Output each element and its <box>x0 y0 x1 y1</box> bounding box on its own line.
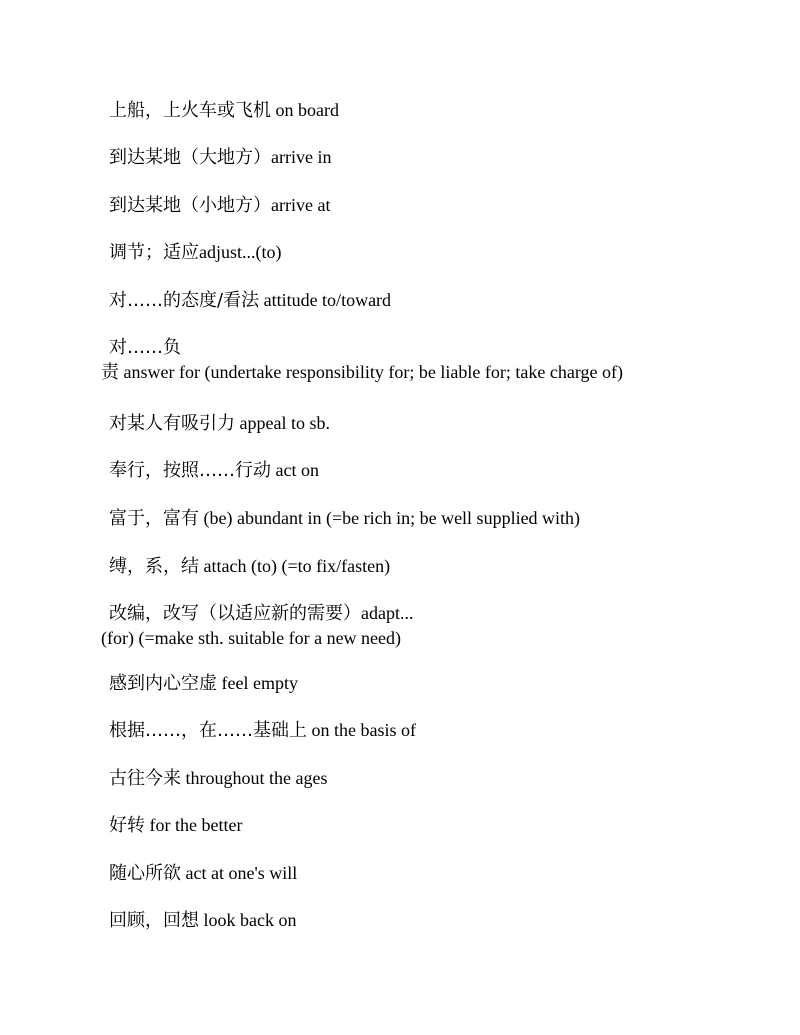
vocab-entry-act-on <box>101 458 761 483</box>
vocab-entry-look-back-on <box>101 908 761 933</box>
vocab-entry-on-the-basis-of <box>101 718 761 743</box>
chinese-term: 到达某地（大地方） <box>109 147 271 168</box>
vocab-entry-feel-empty <box>101 671 761 696</box>
english-phrase: adjust...(to) <box>199 242 282 262</box>
english-phrase: for the better <box>145 815 243 835</box>
chinese-term: 好转 <box>109 815 145 836</box>
english-phrase: answer for (undertake responsibility for; be liable for; take charge of) <box>119 362 623 382</box>
vocab-entry-appeal-to <box>101 411 761 436</box>
vocab-entry-for-the-better <box>101 813 761 838</box>
vocab-entry-attitude <box>101 288 761 313</box>
vocab-entry-abundant-in <box>101 506 761 531</box>
vocab-entry-answer-for <box>101 335 761 385</box>
chinese-term: 古往今来 <box>109 768 181 789</box>
english-phrase: attitude to/toward <box>259 290 392 310</box>
chinese-term: 到达某地（小地方） <box>109 195 271 216</box>
english-phrase: act on <box>271 460 319 480</box>
chinese-term-continued: 责 <box>101 362 119 383</box>
english-phrase: throughout the ages <box>181 768 328 788</box>
vocab-entry-adapt <box>101 601 761 650</box>
english-phrase: (be) abundant in (=be rich in; be well supplied with) <box>199 508 581 528</box>
english-phrase: feel empty <box>217 673 298 693</box>
english-phrase: on board <box>271 100 339 120</box>
vocab-entry-attach <box>101 554 761 579</box>
vocab-entry-act-at-will <box>101 861 761 886</box>
english-phrase: look back on <box>199 910 297 930</box>
chinese-term: 缚，系，结 <box>109 556 199 577</box>
vocab-entry-on-board <box>101 98 761 123</box>
vocab-entry-throughout-the-ages <box>101 766 761 791</box>
vocab-entry-arrive-at <box>101 193 761 218</box>
english-phrase: arrive in <box>271 147 332 167</box>
vocab-entry-adjust <box>101 240 761 265</box>
english-phrase-continued: (for) (=make sth. suitable for a new need) <box>101 628 402 648</box>
chinese-term: 富于，富有 <box>109 508 199 529</box>
chinese-term: 上船，上火车或飞机 <box>109 100 271 121</box>
english-phrase: attach (to) (=to fix/fasten) <box>199 556 391 576</box>
english-phrase: appeal to sb. <box>235 413 330 433</box>
chinese-term: 对……负 <box>109 337 181 358</box>
english-phrase: on the basis of <box>307 720 416 740</box>
english-phrase: act at one's will <box>181 863 298 883</box>
chinese-term: 回顾，回想 <box>109 910 199 931</box>
chinese-term: 随心所欲 <box>109 863 181 884</box>
chinese-term: 改编，改写（以适应新的需要） <box>109 603 361 624</box>
chinese-term: 对……的态度/看法 <box>109 290 260 311</box>
chinese-term: 调节；适应 <box>109 242 199 263</box>
chinese-term: 对某人有吸引力 <box>109 413 235 434</box>
vocab-entry-arrive-in <box>101 145 761 170</box>
english-phrase: arrive at <box>271 195 331 215</box>
english-phrase: adapt... <box>361 603 414 623</box>
chinese-term: 感到内心空虚 <box>109 673 217 694</box>
chinese-term: 根据……，在……基础上 <box>109 720 307 741</box>
chinese-term: 奉行，按照……行动 <box>109 460 271 481</box>
